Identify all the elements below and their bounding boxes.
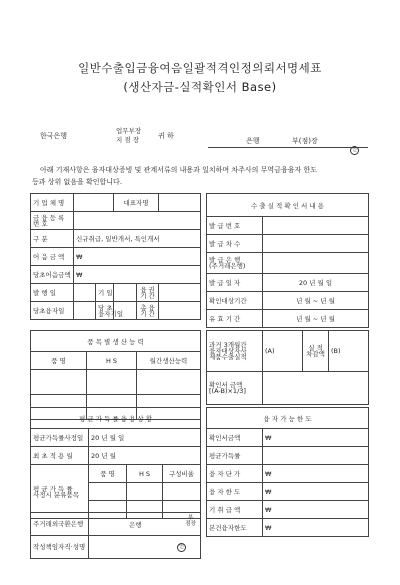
limit-confirm-amount-value[interactable]: ₩ (263, 429, 369, 447)
capacity-annual-value[interactable] (137, 370, 201, 395)
capacity-header: 품 목 별 생 산 능 력 (31, 331, 201, 352)
export-record-table (206, 330, 369, 405)
company-label: 기 업 체 명 (31, 194, 74, 212)
main-bank-label: 주거래외국환은행 (31, 513, 89, 536)
ceo-value[interactable] (159, 194, 201, 212)
confirm-period-value: 년 월 ~ 년 월 (263, 292, 369, 310)
export-certificate-table (206, 193, 369, 328)
capacity-hs-label: H S (87, 352, 137, 370)
avg-rate-value[interactable] (263, 447, 369, 465)
bill-amount-value[interactable]: ₩ (74, 248, 201, 266)
this-loan-label: 본건융자한도 (207, 519, 263, 537)
capacity-item-label: 품 명 (31, 352, 87, 370)
avg-ratio-label: 구성비율 (163, 465, 201, 483)
orig-loan-value[interactable] (74, 302, 96, 320)
valid-period-value: 년 월 ~ 년 월 (263, 310, 369, 328)
loan-limit-table (206, 407, 369, 537)
cert-issue-date-label: 발 급 일 자 (207, 274, 263, 292)
capacity-annual-label: 월간생산능력 (137, 352, 201, 370)
confirm-amount-value[interactable] (263, 372, 369, 405)
loan-limit-value[interactable]: ₩ (263, 483, 369, 501)
term-label: 기 일 (96, 284, 114, 302)
avg-rate-label: 평균가득률 (207, 447, 263, 465)
export-record-actual-label: 실 적 차감액 (303, 331, 329, 372)
avg-item-value[interactable] (89, 483, 127, 501)
avg-item-label: 품 명 (89, 465, 127, 483)
loan-limit-header: 융 자 가 능 한 도 (207, 408, 369, 429)
issue-count-label: 발 급 차 수 (207, 235, 263, 253)
writer-seal: 인 (177, 542, 186, 552)
ceo-label: 대표자명 (114, 194, 159, 212)
orig-loan-label: 당초융자일 (31, 302, 74, 320)
addressee-bank: 한국은행 (40, 132, 68, 140)
issue-count-value[interactable] (263, 235, 369, 253)
issue-bank-label: 발 급 은 행 (주거래은행) (207, 253, 263, 274)
this-loan-value[interactable]: ₩ (263, 519, 369, 537)
cert-issue-date-value: 20 년 월 일 (263, 274, 369, 292)
existing-value[interactable]: ₩ (263, 501, 369, 519)
avg-apply-date-value: 20 년 월 일 (89, 429, 201, 447)
addressee-bank-label: 은행 (246, 137, 260, 145)
capacity-item-value[interactable] (31, 370, 87, 395)
footer-table (30, 512, 201, 559)
total-period-label: 총 융 기 간 (137, 302, 159, 320)
orig-term-label: 당 초 융자기일 (96, 302, 114, 320)
loan-unit-value[interactable]: ₩ (263, 465, 369, 483)
avg-hs-value[interactable] (127, 483, 163, 501)
addressee-dept-bottom: 지 점 장 (116, 136, 139, 144)
avg-earning-header: 평 균 가 득 률 융 용 상 황 (31, 408, 201, 429)
current-bill-label: 당초어음금액 (31, 266, 74, 284)
certificate-header: 수 출 실 적 확 인 서 내 용 (207, 194, 369, 217)
existing-label: 기 취 급 액 (207, 501, 263, 519)
issue-date-value[interactable] (74, 284, 96, 302)
first-apply-label: 최 초 적 용 월 (31, 447, 89, 465)
addressee-honorific: 귀 하 (158, 132, 174, 140)
loan-limit-label: 융 자 한 도 (207, 483, 263, 501)
title-line-1: 일반수출입금융여음일괄적격인정의뢰서명세표 (78, 61, 322, 75)
first-apply-value: 20 년 월 (89, 447, 201, 465)
avg-hs-label: H S (127, 465, 163, 483)
capacity-hs-value[interactable] (87, 370, 137, 395)
issue-bank-value[interactable] (263, 253, 369, 274)
addressee-underline (208, 147, 368, 148)
issue-no-label: 발 급 번 호 (207, 217, 263, 235)
usage-period-label: 융 권 기 간 (137, 284, 159, 302)
classified-item-label: 평 균 가 득 률 사정시 분류품목 (31, 465, 89, 519)
current-bill-value[interactable]: ₩ (74, 266, 201, 284)
intro-line-2: 등과 상위 없음을 확인합니다. (32, 178, 123, 186)
loan-info-table (30, 193, 201, 320)
issue-date-label: 발 행 일 (31, 284, 74, 302)
addressee-seal: 인 (350, 136, 359, 155)
confirm-period-label: 확인대상기간 (207, 292, 263, 310)
bizno-label: 금 융 등 록 번 호 (31, 212, 74, 230)
company-value[interactable] (74, 194, 114, 212)
term-value[interactable] (114, 284, 137, 302)
type-value: 신규취급, 일반개서, 특인개서 (74, 230, 201, 248)
avg-ratio-value[interactable] (163, 483, 201, 501)
title-line-2: (생산자금-실적확인서 Base) (123, 80, 277, 94)
addressee-dept-top: 업무부장 (116, 127, 142, 135)
type-label: 구 분 (31, 230, 74, 248)
valid-period-label: 유 효 기 간 (207, 310, 263, 328)
limit-confirm-amount-label: 확인서금액 (207, 429, 263, 447)
avg-earning-table (30, 407, 201, 519)
issue-no-value[interactable] (263, 217, 369, 235)
writer-label: 작성책임자직·성명 (31, 536, 89, 559)
footer-bank-label: 은행 (129, 521, 142, 529)
intro-line-1: 아래 기재사항은 융자대상증빙 및 관계서류의 내용과 일치하며 차주사의 무역금융융자 한도 (40, 166, 317, 174)
confirm-amount-label: 확인서 금액 [(A-B)×1/3] (207, 372, 263, 405)
footer-branch-label: 부 점장 (185, 515, 196, 527)
bill-amount-label: 어 음 금 액 (31, 248, 74, 266)
addressee-branch-label: 부(점)장 (292, 137, 318, 145)
avg-apply-date-label: 평균가득률사정일 (31, 429, 89, 447)
bizno-value[interactable] (74, 212, 201, 230)
export-record-b[interactable]: (B) (329, 331, 369, 372)
main-bank-value[interactable] (89, 513, 201, 536)
usage-period-value[interactable] (159, 284, 201, 302)
total-period-value[interactable] (159, 302, 201, 320)
export-record-a[interactable]: (A) (263, 331, 303, 372)
loan-unit-label: 융 자 단 가 (207, 465, 263, 483)
export-record-label: 과거 3개월간 융자대상자사 제품수출실적 (207, 331, 263, 372)
writer-value[interactable] (89, 536, 201, 559)
